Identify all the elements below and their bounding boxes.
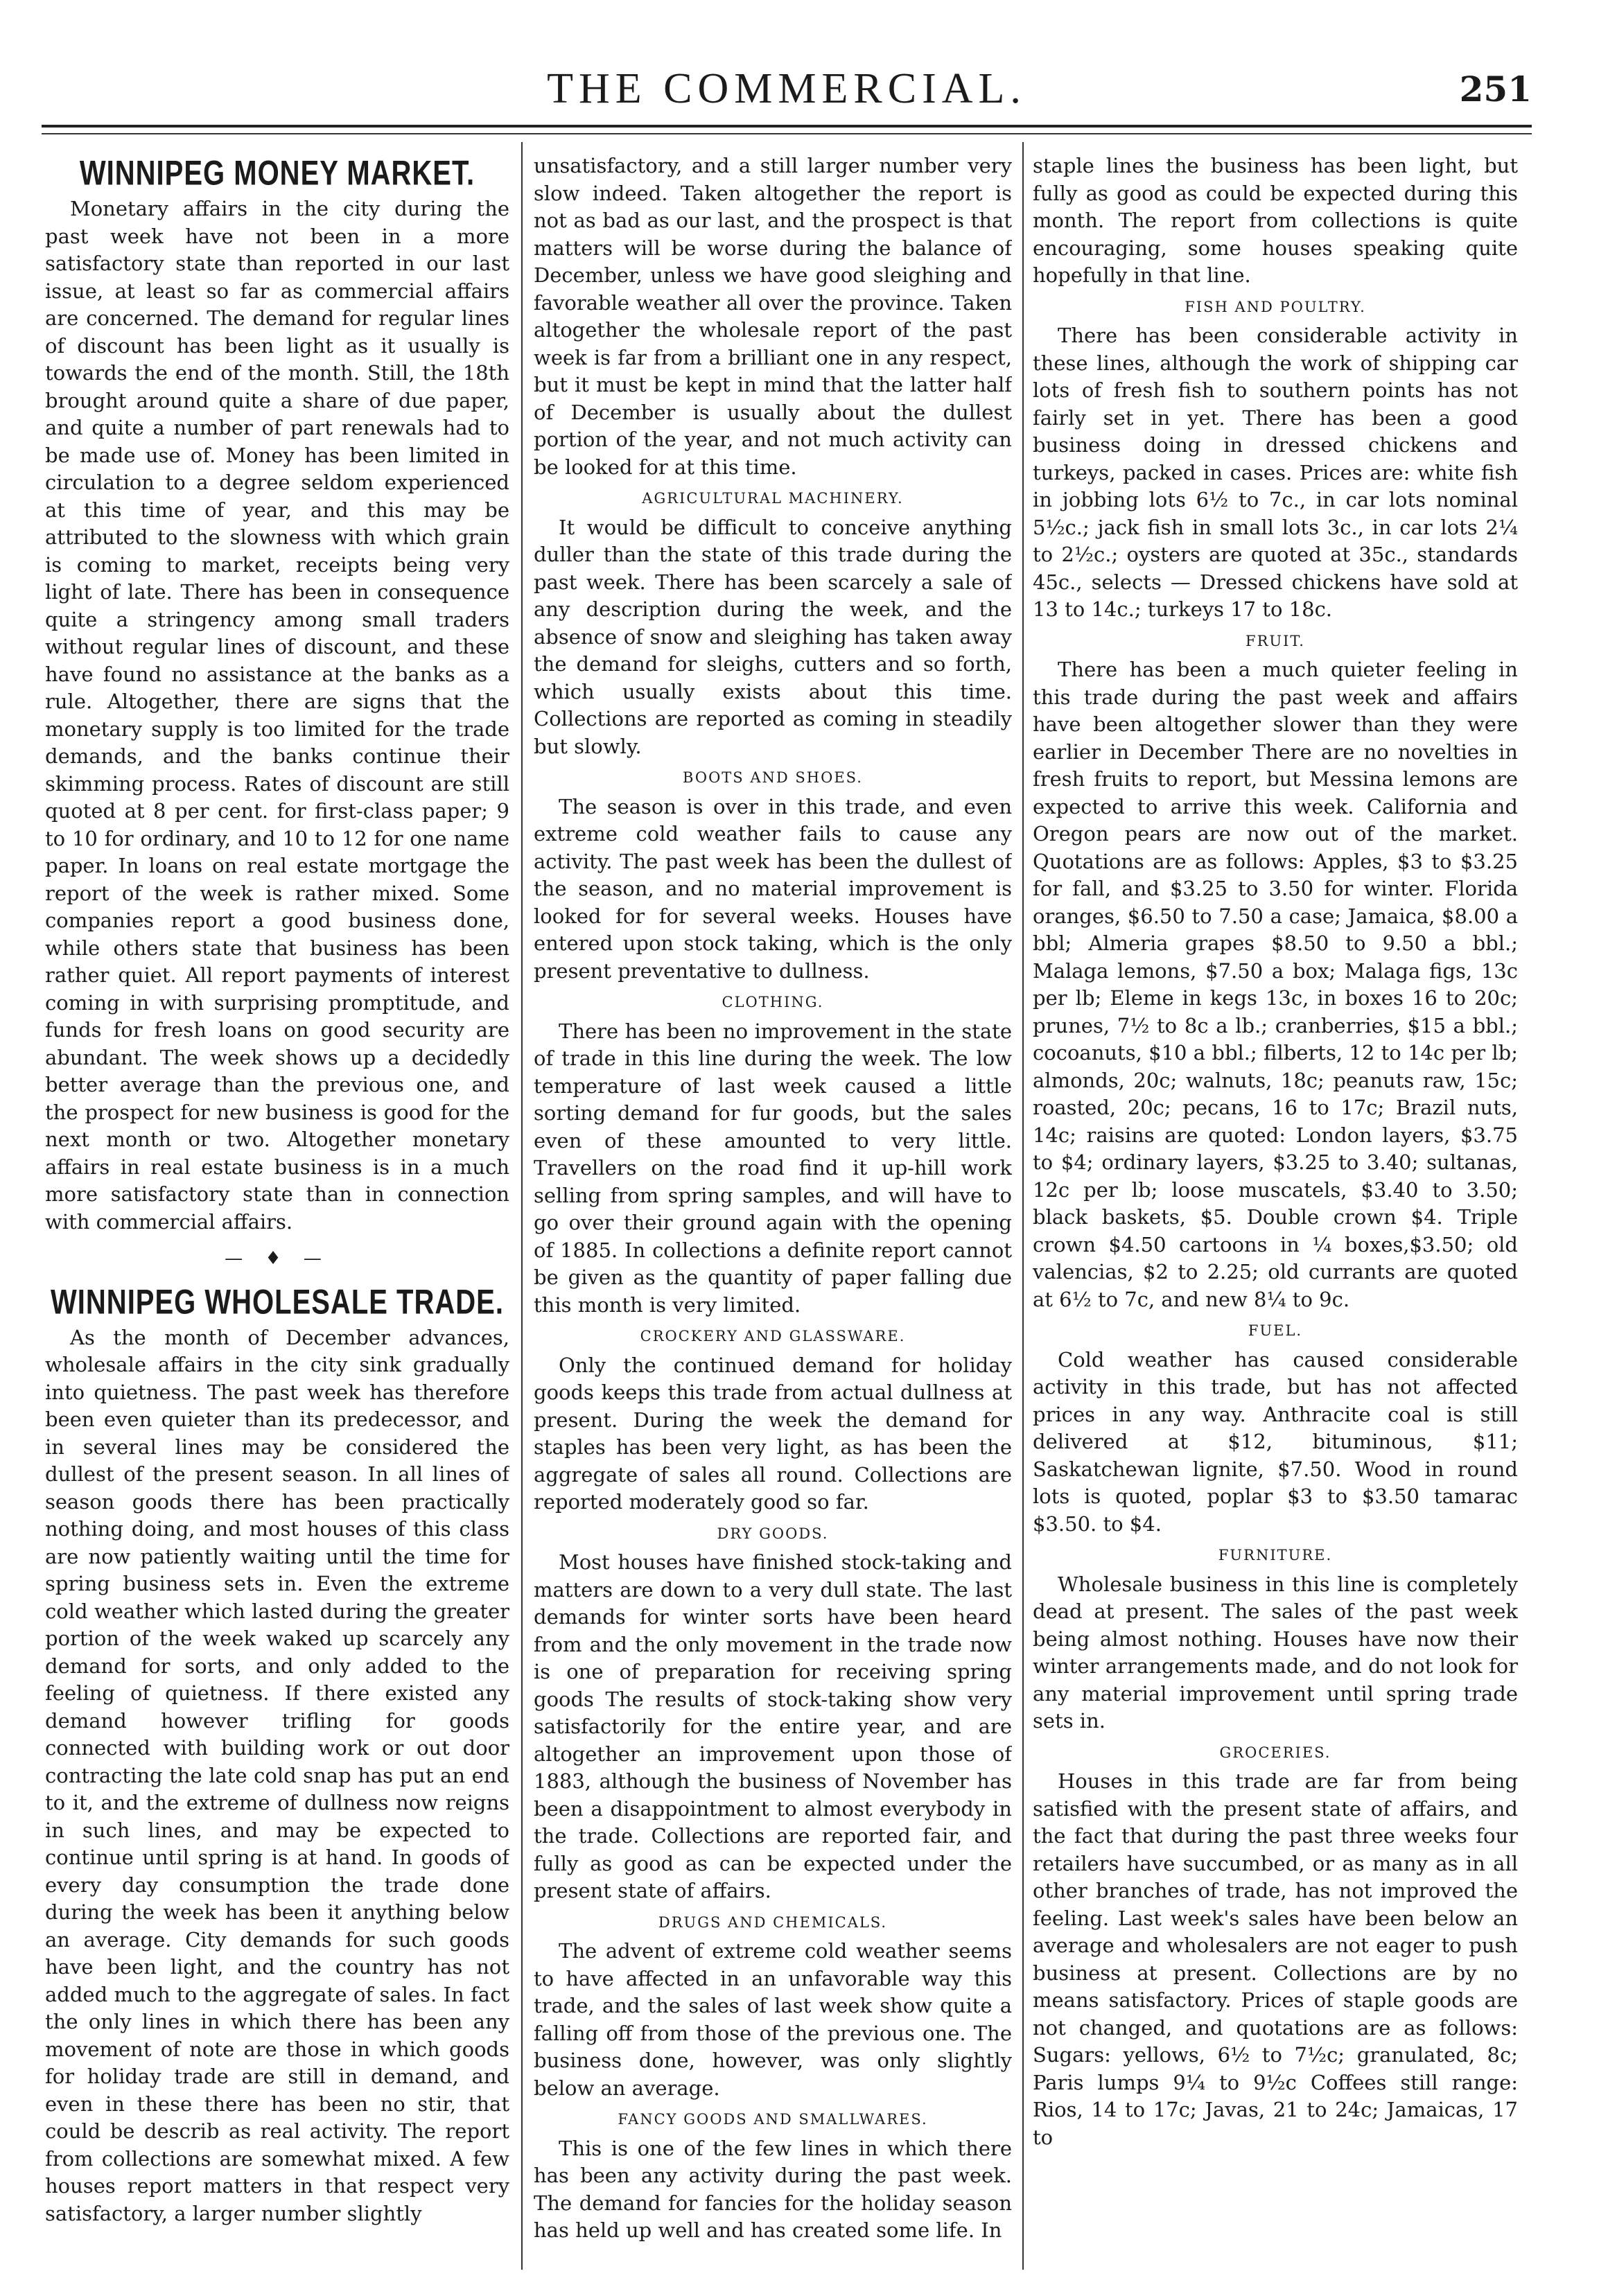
article-paragraph-continued: unsatisfactory, and a still larger number very slow indeed. Taken altogether the report is not as bad as our last, and the prospect is that matters will be worse during the balance of December, unless we have good sleighing and favorable weather all over the province. Taken altogether the wholesale report of the past week is far from a brilliant one in any respect, but it must be kept in mind that the latter half of December is usually about the dullest portion of the year, and not much activity can be looked for at this time. [534,154,1012,479]
section-heading: FRUIT. [1246,632,1305,649]
section-heading: FANCY GOODS AND SMALLWARES. [618,2111,928,2128]
article-title: WINNIPEG MONEY MARKET. [79,154,475,193]
article-title: WINNIPEG WHOLESALE TRADE. [51,1283,504,1321]
header-rule [42,125,1532,128]
column-divider [521,142,523,2270]
section-paragraph: It would be difficult to conceive anything duller than the state of this trade during the past week. There has been scarcely a sale of any description during the week, and the absence of snow and sleighing has taken away the demand for sleighs, cutters and so forth, which usually exists about this time. Collections are reported as coming in steadily but slowly. [534,515,1012,758]
section-paragraph: There has been no improvement in the state of trade in this line during the week. The low temperature of last week caused a little sorting demand for fur goods, but the sales even of these amounted to very little. Travellers on the road find it up-hill work selling from spring samples, and will have to go over their ground again with the opening of 1885. In collections a definite report cannot be given as the quantity of paper falling due this month is very limited. [534,1019,1012,1317]
section-paragraph-continued: staple lines the business has been light, but fully as good as could be expected during this month. The report from collections is quite encouraging, some houses speaking quite hopefully in that line. [1033,154,1518,287]
column-3 [1033,152,1518,2252]
column-divider [1022,142,1024,2270]
page-header [42,38,1532,114]
section-heading: FISH AND POULTRY. [1185,298,1366,315]
section-heading: CROCKERY AND GLASSWARE. [640,1328,906,1344]
section-heading: AGRICULTURAL MACHINERY. [642,490,904,507]
column-2 [534,152,1012,2252]
article-paragraph: As the month of December advances, wholesale affairs in the city sink gradually into quietness. The past week has therefore been even quieter than its predecessor, and in several lines may be considered the dullest of the present season. In all lines of season goods there has been practically nothing doing, and most houses of this class are now patiently waiting until the time for spring business sets in. Even the extreme cold weather which lasted during the greater portion of the week waked up scarcely any demand for sorts, and only added to the feeling of quietness. If there existed any demand however trifling for goods connected with building work or out door contracting the late cold snap has put an end to it, and the extreme of dullness now reigns in such lines, and may be expected to continue until spring is at hand. In goods of every day consumption the trade done during the week has been it anything below an average. City demands for such goods have been light, and the country has not added much to the aggregate of sales. In fact the only lines in which there has been any movement of note are those in which goods for holiday trade are still in demand, and even in these there has been no stir, that could be describ as real activity. The report from collections are somewhat mixed. A few houses report matters in that respect very satisfactory, a larger number slightly [45,1325,509,2225]
page-number: 251 [1459,69,1532,109]
column-1 [45,152,509,2252]
masthead: THE COMMERCIAL. [547,65,1026,112]
section-paragraph: The season is over in this trade, and even extreme cold weather fails to cause any activity. The past week has been the dullest of the season, and no material improvement is looked for for several weeks. Houses have entered upon stock taking, which is the only present preventative to dullness. [534,794,1012,983]
header-rule-thin [42,133,1532,134]
section-paragraph: Most houses have finished stock-taking and matters are down to a very dull state. The last demands for winter sorts have been heard from and the only movement in the trade now is one of preparation for receiving spring goods The results of stock-taking show very satisfactorily for the entire year, and are altogether an improvement upon those of 1883, although the business of November has been a disappointment to almost everybody in the trade. Collections are reported fair, and fully as good as can be expected under the present state of affairs. [534,1550,1012,1902]
section-heading: FUEL. [1248,1322,1303,1339]
section-heading: CLOTHING. [722,994,824,1010]
section-paragraph: There has been a much quieter feeling in this trade during the past week and affairs have been altogether slower than they were earlier in December There are no novelties in fresh fruits to report, but Messina lemons are expected to arrive this week. California and Oregon pears are now out of the market. Quotations are as follows: Apples, $3 to $3.25 for fall, and $3.25 to 3.50 for winter. Florida oranges, $6.50 to 7.50 a case; Jamaica, $8.00 a bbl; Almeria grapes $8.50 to 9.50 a bbl.; Malaga lemons, $7.50 a box; Malaga figs, 13c per lb; Eleme in kegs 13c, in boxes 16 to 20c; prunes, 7½ to 8c a lb.; cranberries, $15 a bbl.; cocoanuts, $10 a bbl.; filberts, 12 to 14c per lb; almonds, 20c; walnuts, 18c; peanuts raw, 15c; roasted, 20c; pecans, 16 to 17c; Brazil nuts, 14c; raisins are quoted: London layers, $3.75 to $4; ordinary layers, $3.25 to 3.40; sultanas, 12c per lb; loose muscatels, $3.40 to 3.50; black baskets, $5. Double crown $4. Triple crown $4.50 cartoons in ¼ boxes,$3.50; old valencias, $2 to 2.25; old currants are quoted at 6½ to 7c, and new 8¼ to 9c. [1033,658,1518,1311]
section-heading: BOOTS AND SHOES. [683,769,863,786]
section-heading: DRY GOODS. [717,1525,829,1542]
section-ornament: — ♦ — [225,1248,330,1269]
section-paragraph: Cold weather has caused considerable activity in this trade, but has not affected prices in any way. Anthracite coal is still delivered at $12, bituminous, $11; Saskatchewan lignite, $7.50. Wood in round lots is quoted, poplar $3 to $3.50 tamarac $3.50. to $4. [1033,1347,1518,1536]
section-heading: GROCERIES. [1219,1744,1331,1761]
section-heading: DRUGS AND CHEMICALS. [658,1913,888,1931]
section-paragraph: Wholesale business in this line is completely dead at present. The sales of the past week being almost nothing. Houses have now their winter arrangements made, and do not look for any material improvement until spring trade sets in. [1033,1572,1518,1733]
section-heading: FURNITURE. [1218,1547,1333,1563]
section-paragraph: Only the continued demand for holiday goods keeps this trade from actual dullness at present. During the week the demand for staples has been very light, as has been the aggregate of sales all round. Collections are reported moderately good so far. [534,1353,1012,1514]
article-paragraph: Monetary affairs in the city during the past week have not been in a more satisfactory state than reported in our last issue, at least so far as commercial affairs are concerned. The demand for regular lines of discount has been light as it usually is towards the end of the month. Still, the 18th brought around quite a share of due paper, and quite a number of part renewals had to be made use of. Money has been limited in circulation to a degree seldom experienced at this time of year, and this may be attributed to the slowness with which grain is coming to market, receipts being very light of late. There has been in consequence quite a stringency among small traders without regular lines of discount, and these have found no assistance at the banks as a rule. Altogether, there are signs that the monetary supply is too limited for the trade demands, and the banks continue their skimming process. Rates of discount are still quoted at 8 per cent. for first-class paper; 9 to 10 for ordinary, and 10 to 12 for one name paper. In loans on real estate mortgage the report of the week is rather mixed. Some companies report a good business done, while others state that business has been rather quiet. All report payments of interest coming in with surprising promptitude, and funds for fresh loans on good security are abundant. The week shows up a decidedly better average than the previous one, and the prospect for new business is good for the next month or two. Altogether monetary affairs in real estate business is in a much more satisfactory state than in connection with commercial affairs. [45,197,509,1234]
section-paragraph: There has been considerable activity in these lines, although the work of shipping car lots of fresh fish to southern points has not fairly set in yet. There has been a good business doing in dressed chickens and turkeys, packed in cases. Prices are: white fish in jobbing lots 6½ to 7c., in car lots nominal 5½c.; jack fish in small lots 3c., in car lots 2¼ to 2½c.; oysters are quoted at 35c., standards 45c., selects — Dressed chickens have sold at 13 to 14c.; turkeys 17 to 18c. [1033,324,1518,621]
section-paragraph: Houses in this trade are far from being satisfied with the present state of affairs, and the fact that during the past three weeks four retailers have succumbed, or as many as in all other branches of trade, has not improved the feeling. Last week's sales have been below an average and wholesalers are not eager to push business at present. Collections are by no means satisfactory. Prices of staple goods are not changed, and quotations are as follows: Sugars: yellows, 6½ to 7½c; granulated, 8c; Paris lumps 9¼ to 9½c Coffees still range: Rios, 14 to 17c; Javas, 21 to 24c; Jamaicas, 17 to [1033,1769,1518,2149]
section-paragraph: This is one of the few lines in which there has been any activity during the past week. The demand for fancies for the holiday season has held up well and has created some life. In [534,2136,1012,2242]
section-paragraph: The advent of extreme cold weather seems to have affected in an unfavorable way this trade, and the sales of last week show quite a falling off from those of the previous one. The business done, however, was only slightly below an average. [534,1939,1012,2100]
